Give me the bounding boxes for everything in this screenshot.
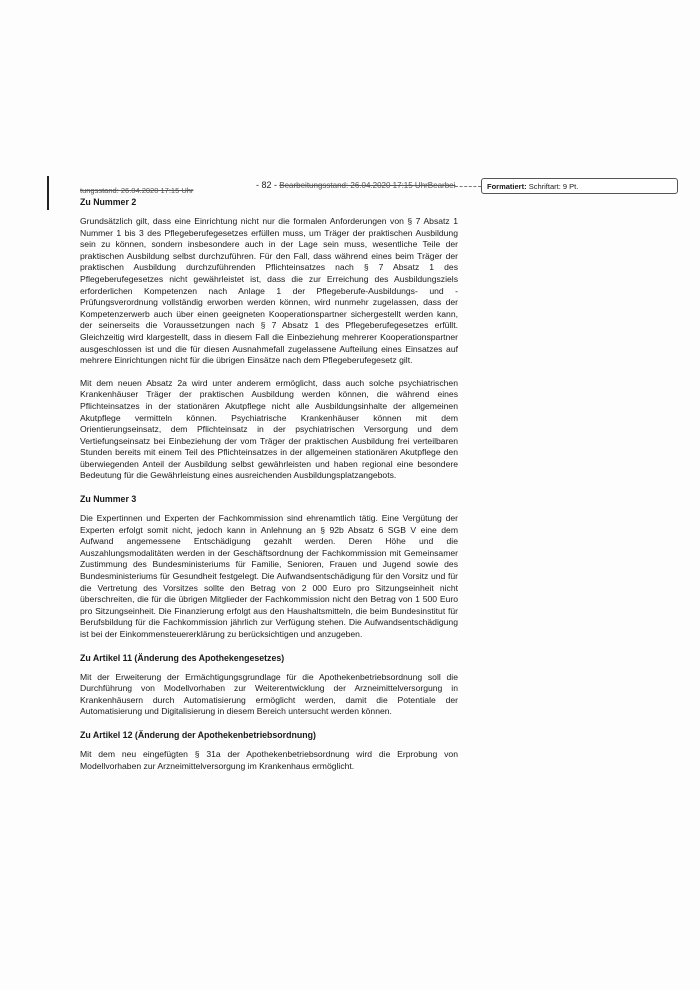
section-heading: Zu Nummer 3 bbox=[80, 494, 137, 505]
document-body bbox=[80, 196, 458, 783]
comment-value: Schriftart: 9 Pt. bbox=[528, 182, 579, 191]
comment-connector bbox=[455, 186, 481, 187]
paragraph: Die Expertinnen und Experten der Fachkommission sind ehrenamtlich tätig. Eine Vergütung der Experten erfolgt somit nicht, jedoch kann in Anlehnung an § 92b Absatz 6 SGB V eine dem Aufwand angemessene Entschädigung gezahlt werden. Deren Höhe und die Auszahlungsmodalitäten werden in der Geschäftsordnung der Fachkommission mit Gemeinsamer Zustimmung des Bundesministeriums für Familie, Senioren, Frauen und Jugend sowie des Bundesministeriums für Gesundheit festgelegt. Die Aufwandsentschädigung für den Vorsitz und für die Vertretung des Vorsitzes sollte den Betrag von 2 000 Euro pro Sitzungseinheit nicht überschreiten, die für die übrigen Mitglieder der Fachkommission nicht den Betrag von 1 500 Euro pro Sitzungseinheit. Die Finanzierung erfolgt aus den Haushaltsmitteln, die beim Bundesinstitut für Berufsbildung für die Fachkommission jährlich zur Verfügung stehen. Die Aufwandsentschädigung ist bei der Einkommensteuererklärung zu berücksichtigen und anzugeben. bbox=[80, 513, 458, 639]
section-heading: Zu Nummer 2 bbox=[80, 197, 137, 207]
page-number: - 82 - bbox=[256, 180, 278, 190]
comment-label: Formatiert: bbox=[487, 182, 527, 191]
section-heading: Zu Artikel 11 (Änderung des Apothekengesetzes) bbox=[80, 652, 285, 663]
paragraph: Mit der Erweiterung der Ermächtigungsgrundlage für die Apothekenbetriebsordnung soll die Durchführung von Modellvorhaben zur Weiterentwicklung der Arzneimittelversorgung in Krankenhäusern durch Automatisierung ermöglicht werden, damit die Potentiale der Automatisierung und Digitalisierung in diesem Bereich untersucht werden können. bbox=[80, 671, 458, 717]
page-header bbox=[256, 180, 455, 190]
paragraph: Grundsätzlich gilt, dass eine Einrichtung nicht nur die formalen Anforderungen von § 7 Absatz 1 Nummer 1 bis 3 des Pflegeberufegesetzes erfüllen muss, um Träger der praktischen Ausbildung sein zu können, sondern insbesondere auch in der Lage sein muss, wesentliche Teile der praktischen Ausbildung selbst durchzuführen. Für den Fall, dass während eines beim Träger der praktischen Ausbildung durchzuführenden Pflichteinsatzes nach § 7 Absatz 1 des Pflegeberufegesetzes nicht gewährleistet ist, dass die zur Erreichung des Ausbildungsziels erforderlichen Kompetenzen nach Anlage 1 der Pflegeberufe-Ausbildungs- und -Prüfungsverordnung vollständig erworben werden können, wird nunmehr zugelassen, dass der Kompetenzerwerb auch über einen geeigneten Kooperationspartner sichergestellt werden kann, der seinerseits die Voraussetzungen nach § 7 Absatz 1 des Pflegeberufegesetzes erfüllt. Gleichzeitig wird klargestellt, dass in diesem Fall die Einbeziehung mehrerer Kooperationspartner ausgeschlossen ist und die für diesen Ausnahmefall zugelassene Aufteilung eines Einsatzes auf mehrere Einrichtungen nicht für die übrigen Einsätze nach dem Pflegeberufegesetz gilt. bbox=[80, 216, 458, 366]
struck-header-center: Bearbeitungsstand: 26.04.2020 17:15 UhrBearbei bbox=[279, 181, 456, 190]
struck-header-left: tungsstand: 26.04.2020 17:15 Uhr bbox=[80, 186, 194, 195]
change-bar bbox=[47, 176, 49, 210]
section-heading: Zu Artikel 12 (Änderung der Apothekenbetriebsordnung) bbox=[80, 729, 316, 740]
paragraph: Mit dem neu eingefügten § 31a der Apothekenbetriebsordnung wird die Erprobung von Modellvorhaben zur Arzneimittelversorgung im Krankenhaus ermöglicht. bbox=[80, 748, 458, 771]
format-comment-balloon[interactable] bbox=[481, 178, 678, 194]
paragraph: Mit dem neuen Absatz 2a wird unter anderem ermöglicht, dass auch solche psychiatrischen Krankenhäuser Träger der praktischen Ausbildung werden können, die während eines Pflichteinsatzes in der stationären Akutpflege nicht alle Ausbildungsinhalte der allgemeinen Akutpflege vermitteln können. Psychiatrische Krankenhäuser können mit dem Orientierungseinsatz, dem Pflichteinsatz in der psychiatrischen Versorgung und dem Vertiefungseinsatz bei Einbeziehung der vom Träger der praktischen Ausbildung frei verteilbaren Stunden bereits mit einem Teil des Pflichteinsatzes in der allgemeinen stationären Akutpflege den überwiegenden Anteil der Ausbildung selbst gewährleisten und haben regional eine besondere Bedeutung für die Gewährleistung eines ausreichenden Ausbildungsplatzangebots. bbox=[80, 377, 458, 481]
